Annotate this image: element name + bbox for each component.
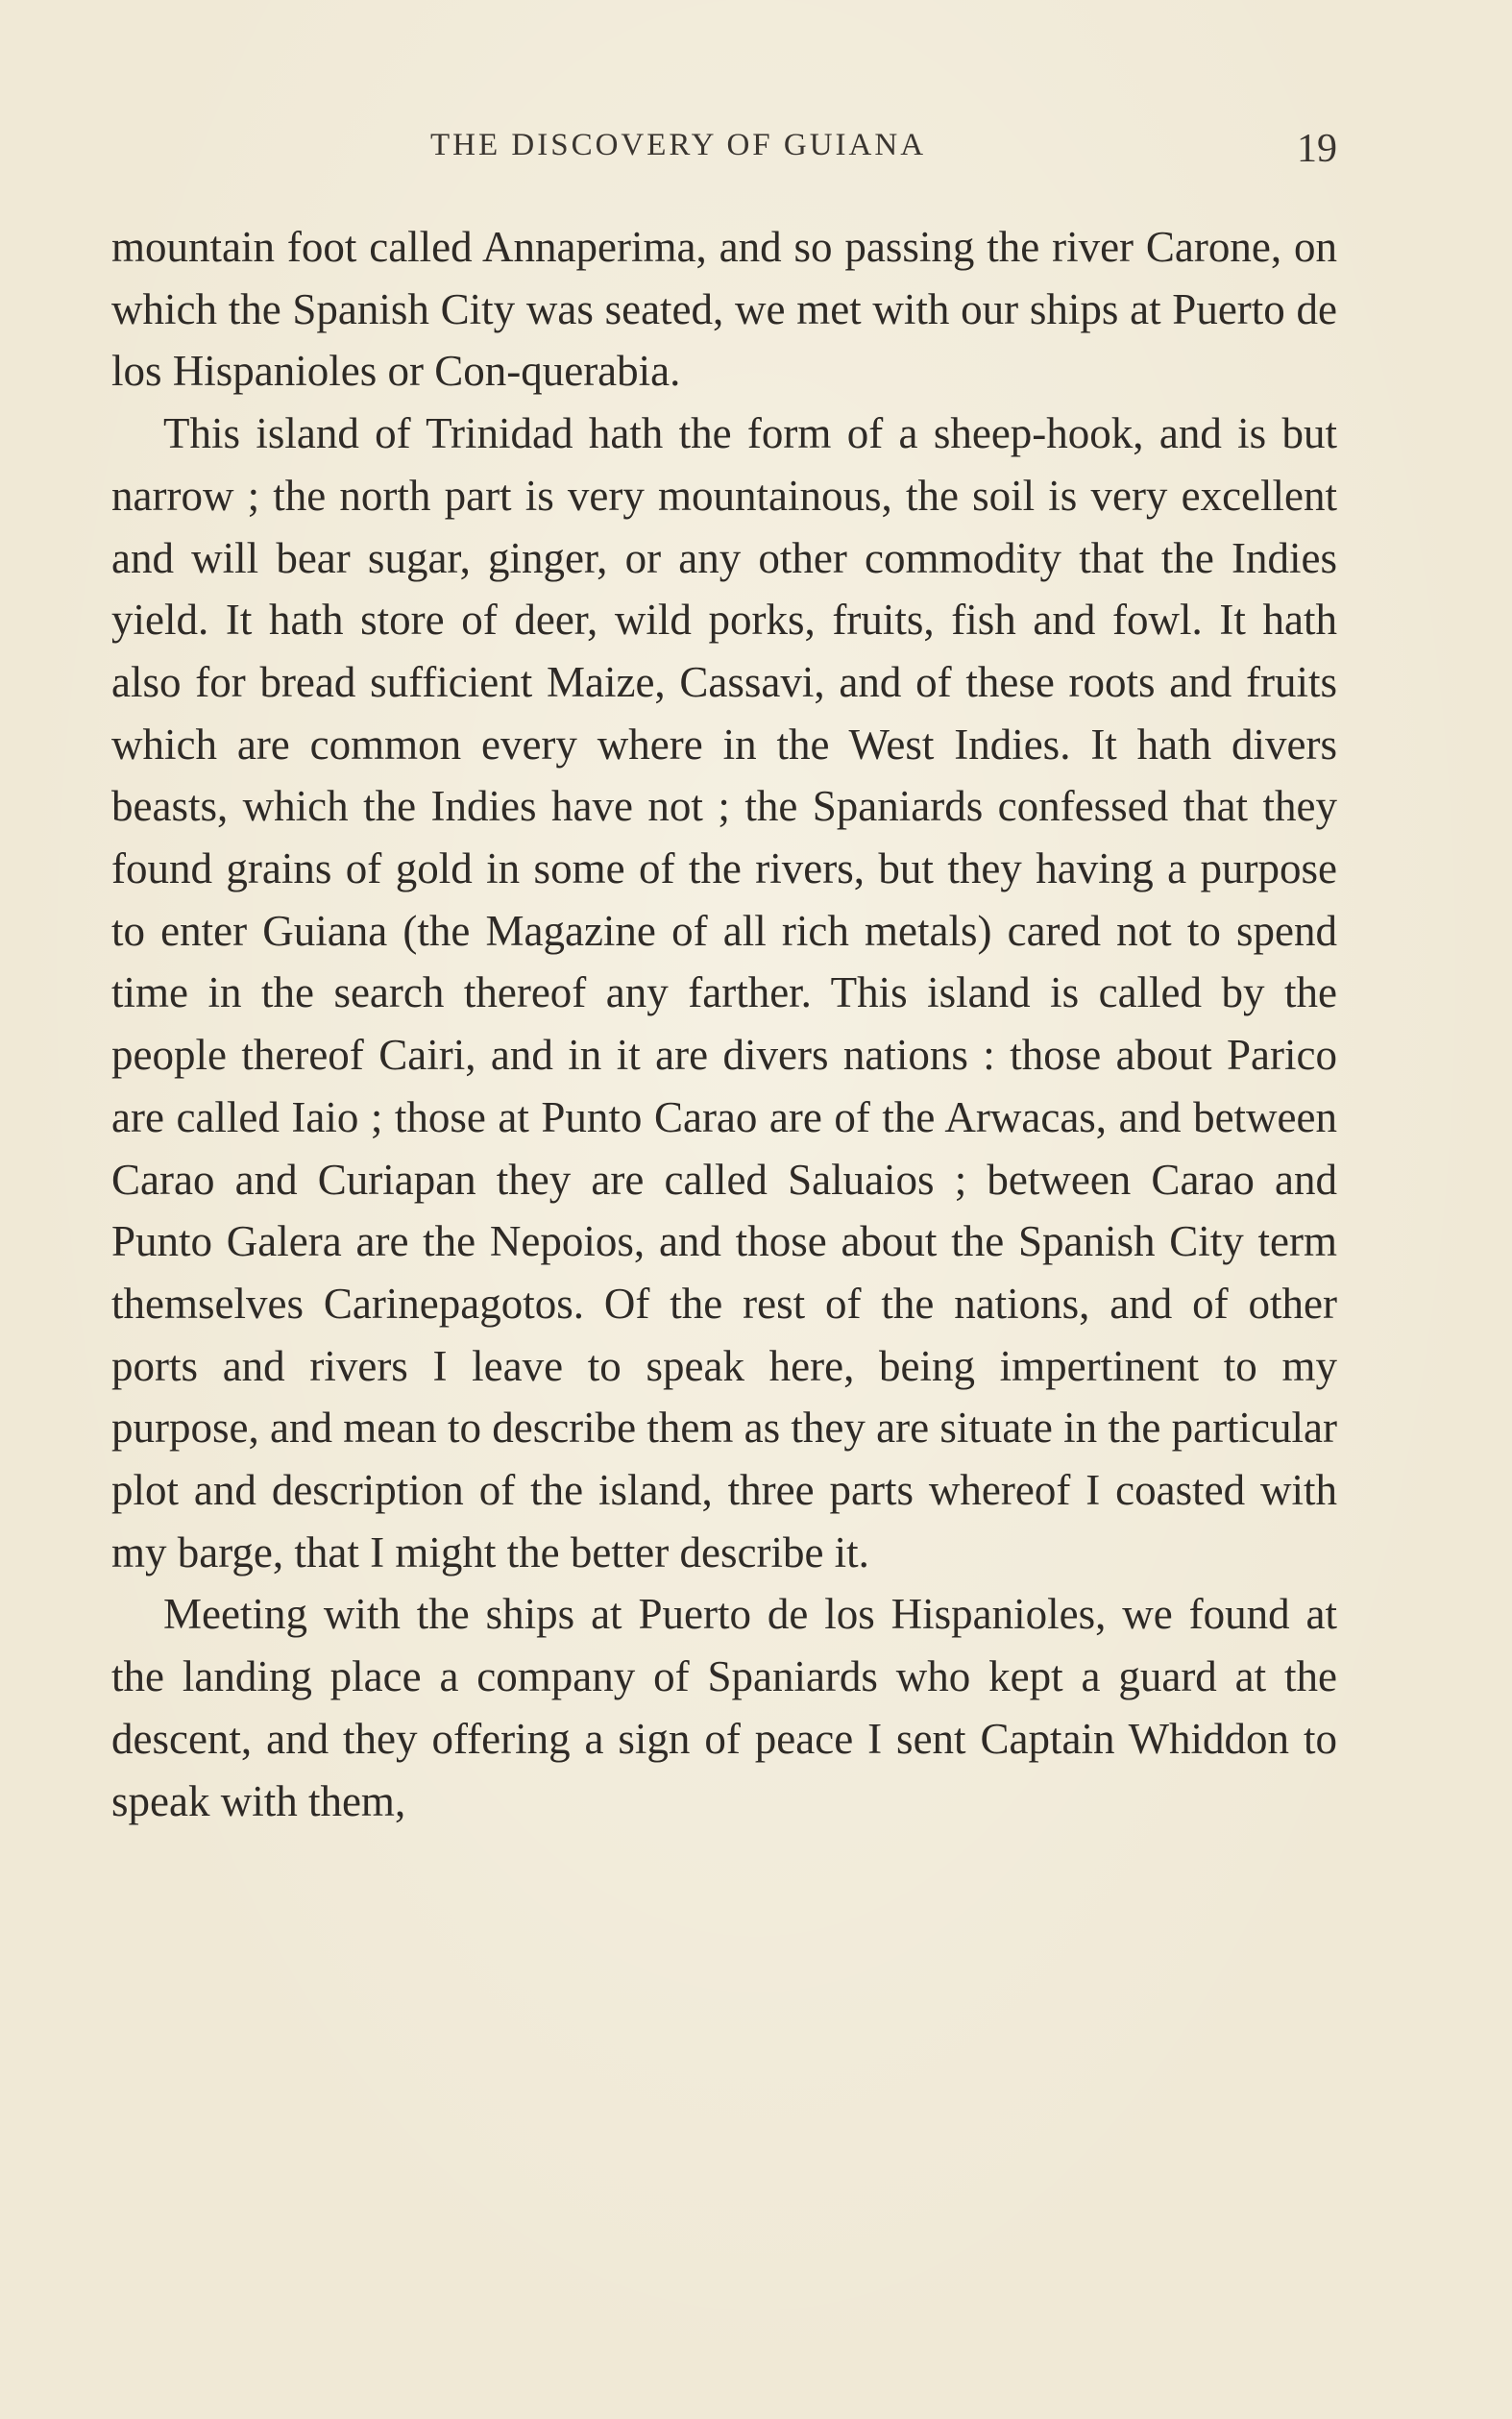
paragraph-continuation: mountain foot called Annaperima, and so passing the river Carone, on which the Spanish City was seated, we met with our ships at Puerto de los Hispanioles or Con-querabia. bbox=[111, 223, 1337, 396]
page-number: 19 bbox=[1297, 127, 1337, 171]
page-header bbox=[113, 128, 1337, 176]
paragraph-trinidad: This island of Trinidad hath the form of a sheep-hook, and is but narrow ; the north part is very mountainous, the soil is very excellent and will bear sugar, ginger, or any other commodity that the Indies yield. It hath store of deer, wild porks, fruits, fish and fowl. It hath also for bread sufficient Maize, Cassavi, and of these roots and fruits which are common every where in the West Indies. It hath divers beasts, which the Indies have not ; the Spaniards confessed that they found grains of gold in some of the rivers, but they having a purpose to enter Guiana (the Magazine of all rich metals) cared not to spend time in the search thereof any farther. This island is called by the people thereof Cairi, and in it are divers nations : those about Parico are called Iaio ; those at Punto Carao are of the Arwacas, and between Carao and Curiapan they are called Saluaios ; between Carao and Punto Galera are the Nepoios, and those about the Spanish City term themselves Carinepagotos. Of the rest of the nations, and of other ports and rivers I leave to speak here, being impertinent to my purpose, and mean to describe them as they are situate in the particular plot and description of the island, three parts whereof I coasted with my barge, that I might the better describe it. bbox=[111, 409, 1337, 1576]
body-text bbox=[111, 216, 1337, 1832]
paragraph-meeting: Meeting with the ships at Puerto de los Hispanioles, we found at the landing place a company of Spaniards who kept a guard at the descent, and they offering a sign of peace I sent Captain Whiddon to speak with them, bbox=[111, 1590, 1337, 1825]
running-title: THE DISCOVERY OF GUIANA bbox=[430, 128, 927, 162]
